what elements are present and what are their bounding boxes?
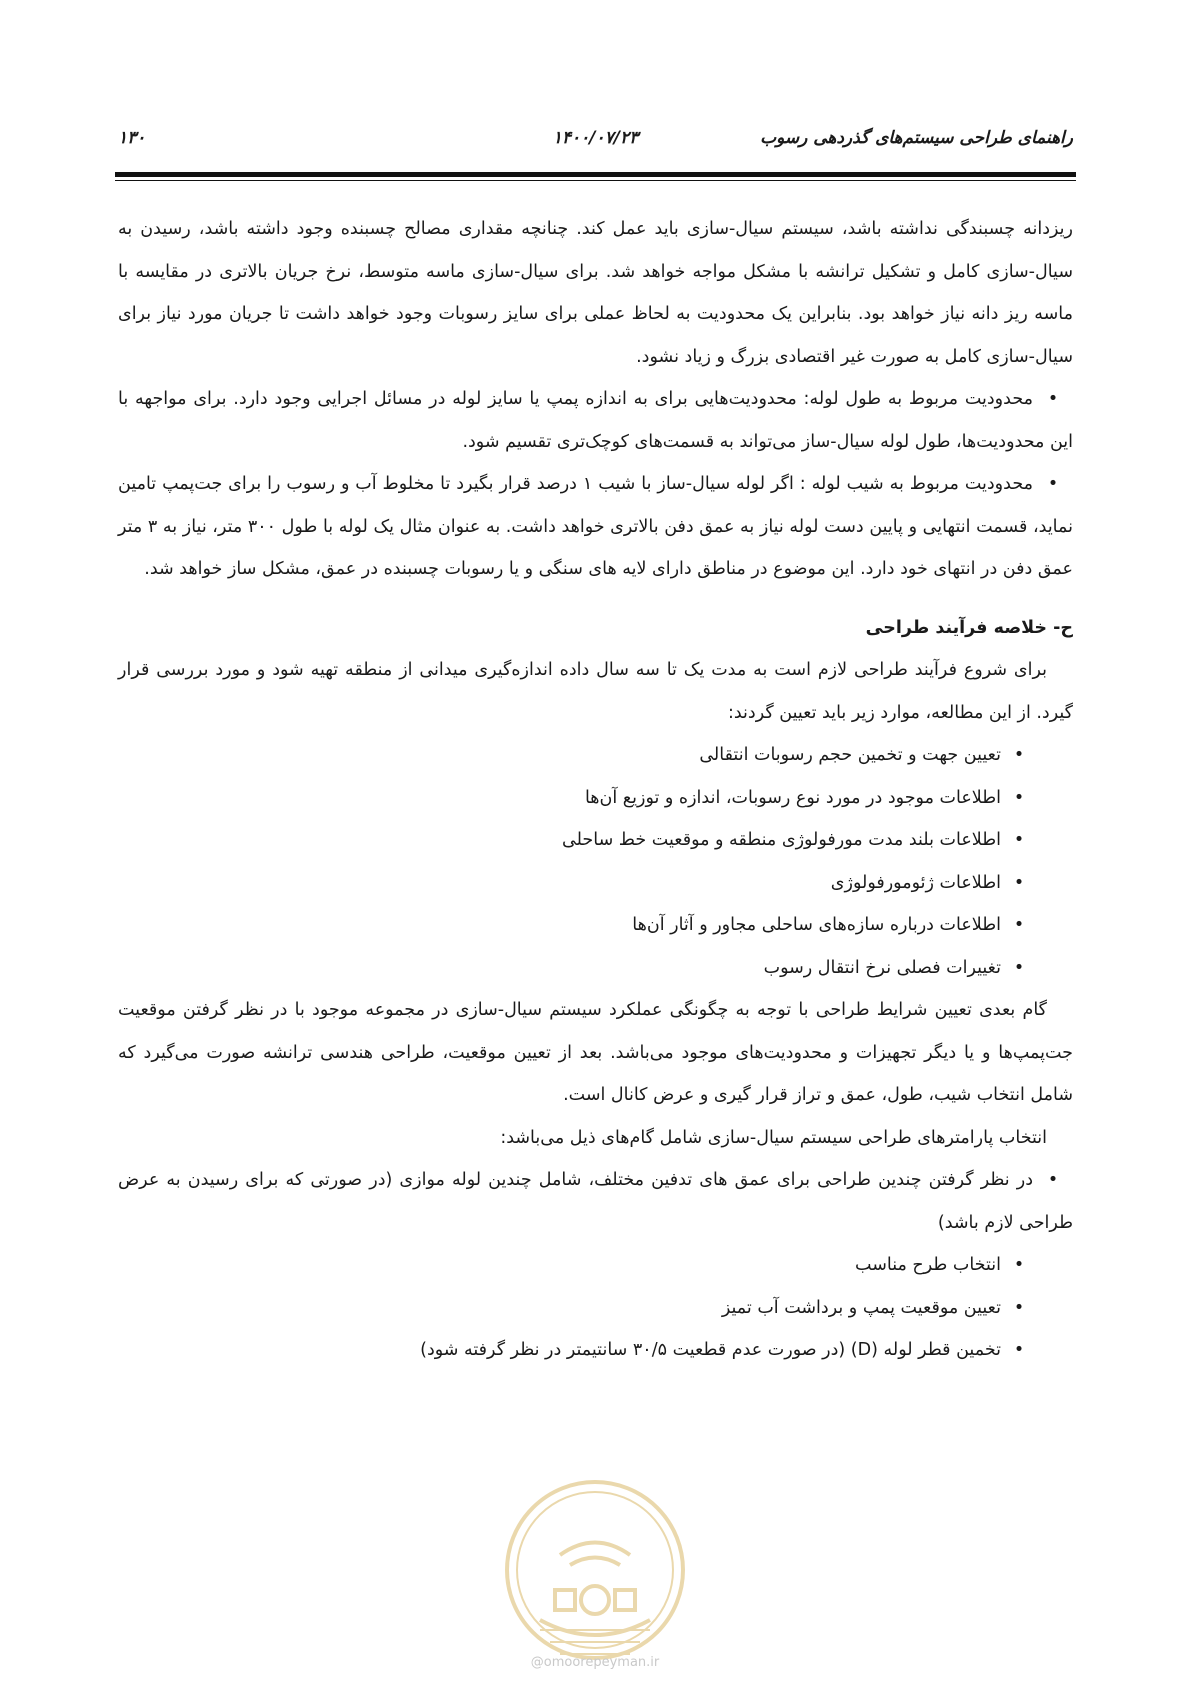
list-item-text: اطلاعات درباره سازه‌های ساحلی مجاور و آثار آن‌ها <box>632 915 1001 935</box>
list-item <box>118 904 1073 947</box>
page-header <box>118 128 1073 168</box>
bullet-icon: • <box>1013 957 1025 978</box>
bullet-icon: • <box>1013 915 1025 935</box>
bullet-text: در نظر گرفتن چندین طراحی برای عمق های تدفین مختلف، شامل چندین لوله موازی (در صورتی که برای رسیدن به عرض طراحی لازم باشد) <box>118 1170 1073 1233</box>
bullet-icon: • <box>1047 1170 1059 1190</box>
bullet-icon: • <box>1013 872 1025 893</box>
list-item <box>118 947 1073 990</box>
header-rule-thick <box>115 172 1076 177</box>
list-item <box>118 1287 1073 1330</box>
list-item-text: اطلاعات ژئومورفولوژی <box>830 872 1001 893</box>
list-item-text: تعیین موقعیت پمپ و برداشت آب تمیز <box>721 1297 1001 1318</box>
list-item-text: تخمین قطر لوله (D) (در صورت عدم قطعیت ۳۰/۵ سانتیمتر در نظر گرفته شود) <box>420 1340 1001 1360</box>
paragraph: ریزدانه چسبندگی نداشته باشد، سیستم سیال-سازی باید عمل کند. چنانچه مقداری مصالح چسبنده وجود داشته باشد، رسیدن به سیال-سازی کامل و تشکیل ترانشه با مشکل مواجه خواهد شد. برای سیال-سازی ماسه متوسط، نرخ جریان بالاتری در مقایسه با ماسه ریز دانه نیاز خواهد بود. بنابراین یک محدودیت به لحاظ عملی برای سایز رسوبات وجود خواهد داشت تا جریان مورد نیاز برای سیال-سازی کامل به صورت غیر اقتصادی بزرگ و زیاد نشود. <box>118 219 1073 367</box>
determination-list <box>118 734 1073 989</box>
bullet-icon: • <box>1047 474 1059 494</box>
watermark-logo-icon <box>500 1470 690 1680</box>
bullet-paragraph <box>118 378 1073 463</box>
section-heading: ح- خلاصه فرآیند طراحی <box>865 617 1073 638</box>
list-item-text: تعیین جهت و تخمین حجم رسوبات انتقالی <box>699 745 1001 765</box>
list-item <box>118 777 1073 820</box>
paragraph: گام بعدی تعیین شرایط طراحی با توجه به چگونگی عملکرد سیستم سیال-سازی در مجموعه موجود با در نظر گرفتن موقعیت جت‌پمپ‌ها و یا دیگر تجهیزات و محدودیت‌های موجود می‌باشد. بعد از تعیین موقعیت، طراحی هندسی ترانشه صورت می‌گیرد که شامل انتخاب شیب، طول، عمق و تراز قرار گیری و عرض کانال است. <box>118 1000 1073 1105</box>
list-item-text: اطلاعات موجود در مورد نوع رسوبات، اندازه و توزیع آن‌ها <box>584 787 1001 808</box>
bullet-text: محدودیت مربوط به شیب لوله : اگر لوله سیال-ساز با شیب ۱ درصد قرار بگیرد تا مخلوط آب و رسوب را برای جت‌پمپ تامین نماید، قسمت انتهایی و پایین دست لوله نیاز به عمق دفن بالاتری خواهد داشت. به عنوان مثال یک لوله با طول ۳۰۰ متر، نیاز به ۳ متر عمق دفن در انتهای خود دارد. این موضوع در مناطق دارای لایه های سنگی و یا رسوبات چسبنده در عمق، مشکل ساز خواهد شد. <box>118 474 1074 579</box>
list-item <box>118 734 1073 777</box>
bullet-paragraph <box>118 463 1073 591</box>
paragraph: انتخاب پارامترهای طراحی سیستم سیال-سازی شامل گام‌های ذیل می‌باشد: <box>500 1127 1047 1148</box>
list-item-text: انتخاب طرح مناسب <box>855 1255 1001 1275</box>
list-item <box>118 862 1073 905</box>
paragraph: برای شروع فرآیند طراحی لازم است به مدت یک تا سه سال داده اندازه‌گیری میدانی از منطقه تهیه شود و مورد بررسی قرار گیرد. از این مطالعه، موارد زیر باید تعیین گردند: <box>118 660 1073 723</box>
header-date: ۱۴۰۰/۰۷/۲۳ <box>552 128 639 148</box>
bullet-icon: • <box>1013 745 1025 765</box>
bullet-icon: • <box>1013 1340 1025 1360</box>
body-text <box>118 208 1073 1372</box>
header-rule-thin <box>115 180 1076 181</box>
list-item-text: تغییرات فصلی نرخ انتقال رسوب <box>763 957 1001 978</box>
bullet-icon: • <box>1047 389 1059 409</box>
header-title: راهنمای طراحی سیستم‌های گذردهی رسوب <box>760 128 1073 148</box>
bullet-icon: • <box>1013 830 1025 850</box>
bullet-paragraph <box>118 1159 1073 1244</box>
list-item-text: اطلاعات بلند مدت مورفولوژی منطقه و موقعیت خط ساحلی <box>562 830 1001 850</box>
design-steps-list <box>118 1244 1073 1372</box>
page-number: ۱۳۰ <box>118 128 146 148</box>
bullet-icon: • <box>1013 1297 1025 1318</box>
bullet-icon: • <box>1013 787 1025 808</box>
list-item <box>118 819 1073 862</box>
bullet-icon: • <box>1013 1255 1025 1275</box>
watermark-url: @omoorepeyman.ir <box>530 1655 660 1670</box>
list-item <box>118 1329 1073 1372</box>
bullet-text: محدودیت مربوط به طول لوله: محدودیت‌هایی برای به اندازه پمپ یا سایز لوله در مسائل اجرایی وجود دارد. برای مواجهه با این محدودیت‌ها، طول لوله سیال-ساز می‌تواند به قسمت‌های کوچک‌تری تقسیم شود. <box>118 389 1073 452</box>
list-item <box>118 1244 1073 1287</box>
